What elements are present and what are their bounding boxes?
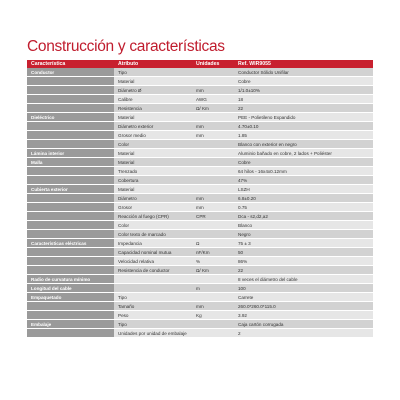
table-row (27, 284, 373, 293)
table-row (27, 185, 373, 194)
table-row (27, 149, 373, 158)
row-attribute: Material (114, 149, 192, 158)
table-row (27, 230, 373, 239)
table-row (27, 275, 373, 284)
row-unit: mm (192, 86, 234, 95)
row-unit: Kg (192, 311, 234, 320)
row-attribute: Color (114, 140, 192, 149)
row-category (27, 230, 114, 239)
table-row (27, 311, 373, 320)
row-value: 1/1.0±10% (234, 86, 373, 95)
table-row (27, 221, 373, 230)
table-row (27, 239, 373, 248)
row-value: LSZH (234, 185, 373, 194)
row-category: Embalaje (27, 320, 114, 329)
row-value: 1.85 (234, 131, 373, 140)
row-unit: mm (192, 302, 234, 311)
row-category (27, 86, 114, 95)
row-attribute: Calibre (114, 95, 192, 104)
page-title: Construcción y características (27, 38, 225, 55)
header-caracteristica: Característica (27, 60, 114, 68)
row-unit (192, 140, 234, 149)
row-attribute: Material (114, 185, 192, 194)
row-value: Conductor Sólido Unifilar (234, 68, 373, 77)
row-value: Blanco con exterior en negro (234, 140, 373, 149)
row-unit: m (192, 284, 234, 293)
row-attribute: Diámetro (114, 194, 192, 203)
row-category: Empaquetado (27, 293, 114, 302)
header-unidades: Unidades (192, 60, 234, 68)
row-unit (192, 176, 234, 185)
row-attribute: Resistencia de conductor (114, 266, 192, 275)
row-attribute: Tipo (114, 320, 192, 329)
row-unit: Ω/ Km (192, 266, 234, 275)
row-value: 0.75 (234, 203, 373, 212)
table-row (27, 203, 373, 212)
table-body (27, 68, 373, 338)
table-header-row (27, 60, 373, 68)
header-atributo: Atributo (114, 60, 192, 68)
row-unit (192, 221, 234, 230)
row-value: 3.92 (234, 311, 373, 320)
row-attribute: Diámetro exterior (114, 122, 192, 131)
row-attribute: Material (114, 77, 192, 86)
table-row (27, 113, 373, 122)
row-attribute: Tipo (114, 68, 192, 77)
row-attribute: Tipo (114, 293, 192, 302)
table-row (27, 86, 373, 95)
table-row (27, 257, 373, 266)
row-attribute: Color (114, 221, 192, 230)
row-unit (192, 77, 234, 86)
row-unit: % (192, 257, 234, 266)
row-category (27, 131, 114, 140)
row-attribute (114, 275, 192, 284)
table-row (27, 320, 373, 329)
table-row (27, 140, 373, 149)
row-attribute (114, 284, 192, 293)
row-category: Características eléctricas (27, 239, 114, 248)
row-value: 47% (234, 176, 373, 185)
row-category (27, 167, 114, 176)
row-attribute: Material (114, 113, 192, 122)
table-row (27, 167, 373, 176)
table-row (27, 122, 373, 131)
row-unit (192, 149, 234, 158)
row-value: Cobre (234, 77, 373, 86)
row-unit: Ω/ Km (192, 104, 234, 113)
table-row (27, 293, 373, 302)
row-unit (192, 113, 234, 122)
row-unit (192, 293, 234, 302)
row-value: Blanco (234, 221, 373, 230)
row-value: Cobre (234, 158, 373, 167)
row-category: Malla (27, 158, 114, 167)
row-attribute: Cobertura (114, 176, 192, 185)
row-attribute: Resistencia (114, 104, 192, 113)
row-category (27, 95, 114, 104)
row-unit (192, 329, 234, 338)
row-value: 2 (234, 329, 373, 338)
row-category: Conductor (27, 68, 114, 77)
row-category (27, 77, 114, 86)
row-attribute: Trenzado (114, 167, 192, 176)
row-unit: AWG (192, 95, 234, 104)
row-category (27, 104, 114, 113)
row-category (27, 194, 114, 203)
row-category (27, 212, 114, 221)
table-row (27, 329, 373, 338)
table-row (27, 95, 373, 104)
row-unit: nF/Km (192, 248, 234, 257)
row-category (27, 140, 114, 149)
table-row (27, 194, 373, 203)
table-row (27, 302, 373, 311)
row-value: Aluminio bañado en cobre, 2 lados + Poliéster (234, 149, 373, 158)
row-unit: mm (192, 122, 234, 131)
table-row (27, 266, 373, 275)
row-category: Cubierta exterior (27, 185, 114, 194)
row-category: Radio de curvatura mínimo (27, 275, 114, 284)
row-value: PEE - Polietileno Expandido (234, 113, 373, 122)
table-row (27, 212, 373, 221)
row-value: 100 (234, 284, 373, 293)
row-attribute: Diámetro Ø (114, 86, 192, 95)
row-category: Lámina interior (27, 149, 114, 158)
table-row (27, 68, 373, 77)
row-category (27, 257, 114, 266)
row-attribute: Unidades por unidad de embalaje (114, 329, 192, 338)
row-value: 64 hilos - 16x4x0.12mm (234, 167, 373, 176)
row-unit (192, 230, 234, 239)
row-unit: CPR (192, 212, 234, 221)
row-category (27, 122, 114, 131)
row-value: Caja cartón corrugada (234, 320, 373, 329)
row-attribute: Capacidad nominal mutua (114, 248, 192, 257)
spec-table (27, 60, 373, 338)
row-category: Dieléctrico (27, 113, 114, 122)
row-category (27, 248, 114, 257)
row-attribute: Material (114, 158, 192, 167)
table-row (27, 158, 373, 167)
row-value: 18 (234, 95, 373, 104)
row-category (27, 176, 114, 185)
row-value: 6.8±0.20 (234, 194, 373, 203)
row-category (27, 221, 114, 230)
row-attribute: Impedancia (114, 239, 192, 248)
row-unit (192, 320, 234, 329)
row-unit: mm (192, 203, 234, 212)
row-value: 4.70±0.10 (234, 122, 373, 131)
table-row (27, 131, 373, 140)
row-value: 86% (234, 257, 373, 266)
row-unit: mm (192, 131, 234, 140)
row-unit (192, 68, 234, 77)
row-category: Longitud del cable (27, 284, 114, 293)
row-value: 75 ± 3 (234, 239, 373, 248)
row-attribute: Velocidad relativa (114, 257, 192, 266)
row-unit (192, 167, 234, 176)
row-unit (192, 185, 234, 194)
row-unit: Ω (192, 239, 234, 248)
row-attribute: Peso (114, 311, 192, 320)
table-row (27, 104, 373, 113)
row-unit (192, 275, 234, 284)
row-value: 22 (234, 266, 373, 275)
row-category (27, 302, 114, 311)
row-value: 8 veces el diámetro del cable (234, 275, 373, 284)
row-value: Dca - s2,d2,a2 (234, 212, 373, 221)
row-value: Carrete (234, 293, 373, 302)
row-value: 50 (234, 248, 373, 257)
row-attribute: Grosor medio (114, 131, 192, 140)
row-category (27, 329, 114, 338)
table-row (27, 77, 373, 86)
row-value: Negro (234, 230, 373, 239)
row-category (27, 266, 114, 275)
row-attribute: Reacción al fuego (CPR) (114, 212, 192, 221)
row-value: 22 (234, 104, 373, 113)
table-row (27, 248, 373, 257)
row-category (27, 203, 114, 212)
header-ref: Ref. WIR9055 (234, 60, 373, 68)
row-unit: mm (192, 194, 234, 203)
row-value: 260.0*260.0*115.0 (234, 302, 373, 311)
row-attribute: Color texto de marcado (114, 230, 192, 239)
row-attribute: Tamaño (114, 302, 192, 311)
row-category (27, 311, 114, 320)
row-attribute: Grosor (114, 203, 192, 212)
table-row (27, 176, 373, 185)
row-unit (192, 158, 234, 167)
